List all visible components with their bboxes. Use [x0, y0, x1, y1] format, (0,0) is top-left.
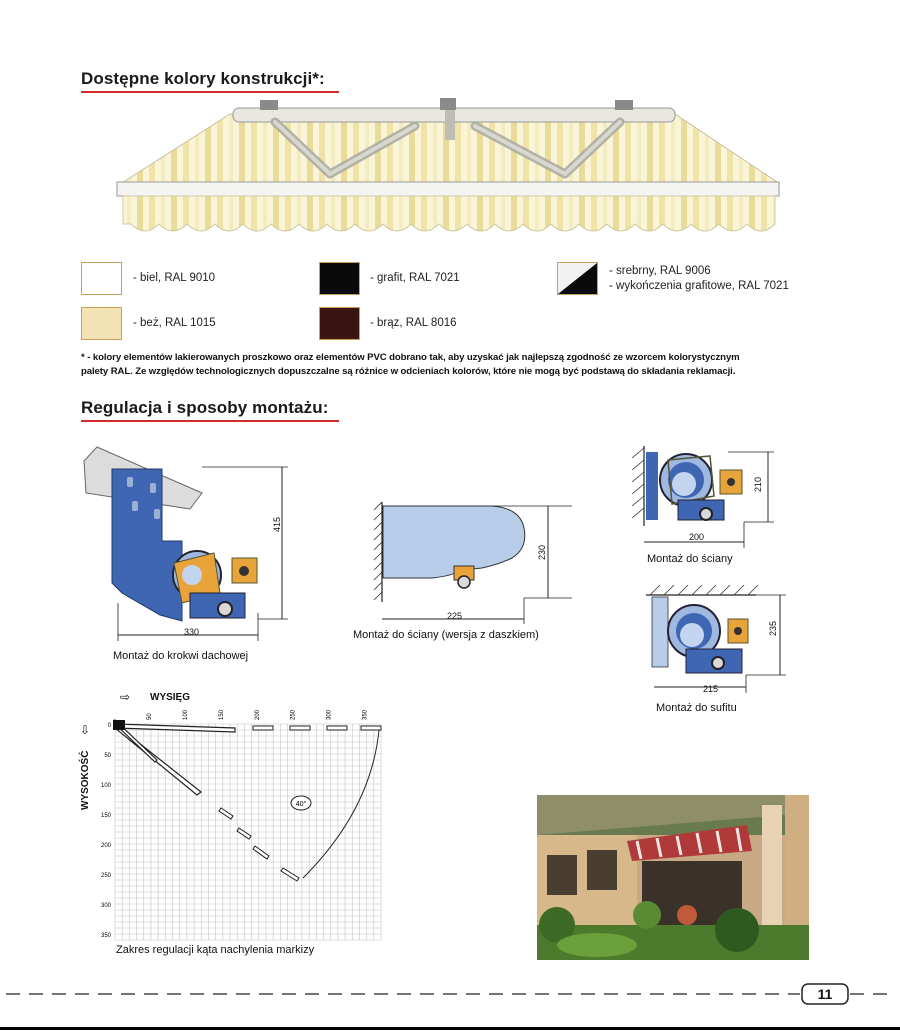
- swatch-graphite-label: - grafit, RAL 7021: [370, 272, 460, 284]
- y-tick-label: 50: [104, 753, 111, 759]
- y-tick-label: 250: [100, 873, 111, 879]
- angle-adjustment-chart: [85, 700, 385, 950]
- wall-height-dim: 210: [753, 476, 763, 492]
- x-tick-label: 350: [362, 709, 369, 720]
- rafter-mount-drawing: [82, 443, 304, 647]
- swatch-graphite: [319, 262, 360, 295]
- swatch-brown-label: - brąz, RAL 8016: [370, 317, 457, 329]
- wall-canopy-drawing: [372, 498, 572, 626]
- footer-dashed-line: [0, 980, 900, 1010]
- x-tick-label: 300: [326, 709, 333, 720]
- height-arrow-icon: ⇩: [80, 723, 91, 737]
- swatch-white: [81, 262, 122, 295]
- rafter-height-dim: 415: [272, 516, 282, 532]
- colors-heading: Dostępne kolory konstrukcji*:: [81, 69, 325, 88]
- swatch-silver-graphite: [557, 262, 598, 295]
- page-number: 11: [817, 986, 833, 1002]
- colors-note-line-1: * - kolory elementów lakierowanych proszkowo oraz elementów PVC dobrano tak, aby uzyskać jak najlepszą zgodność ze wzorcem kolorystycznym: [81, 352, 740, 363]
- extension-arrow-icon: ⇨: [120, 690, 131, 704]
- extension-axis-label: WYSIĘG: [150, 692, 191, 703]
- ceiling-mount-drawing: [642, 583, 788, 693]
- house-photo: [537, 795, 809, 960]
- rafter-caption: Montaż do krokwi dachowej: [113, 650, 249, 662]
- wall-caption: Montaż do ściany: [647, 553, 733, 565]
- colors-heading-underline: [81, 91, 339, 93]
- swatch-beige: [81, 307, 122, 340]
- y-tick-label: 200: [100, 843, 111, 849]
- wall-canopy-width-dim: 225: [447, 611, 463, 621]
- mounting-heading: Regulacja i sposoby montażu:: [81, 398, 329, 417]
- y-tick-label: 150: [100, 813, 111, 819]
- wall-canopy-height-dim: 230: [537, 544, 547, 560]
- swatch-beige-label: - beż, RAL 1015: [133, 317, 216, 329]
- y-tick-label: 300: [100, 903, 111, 909]
- colors-note-line-2: palety RAL. Ze względów technologicznych dopuszczalne są różnice w odcieniach kolorów, które nie mogą być podstawą do składania reklamacji.: [81, 366, 736, 377]
- ceiling-caption: Montaż do sufitu: [656, 702, 737, 714]
- x-tick-label: 200: [254, 709, 261, 720]
- ceiling-width-dim: 215: [703, 684, 719, 694]
- wall-width-dim: 200: [689, 532, 705, 542]
- swatch-silver-label: - srebrny, RAL 9006: [609, 265, 711, 277]
- x-tick-label: 50: [146, 713, 153, 720]
- swatch-white-label: - biel, RAL 9010: [133, 272, 216, 284]
- rafter-width-dim: 330: [184, 627, 200, 637]
- chart-caption: Zakres regulacji kąta nachylenia markizy: [116, 944, 315, 956]
- swatch-silver-label-2: - wykończenia grafitowe, RAL 7021: [609, 280, 789, 292]
- height-axis-label: WYSOKOŚĆ: [80, 750, 91, 810]
- ceiling-height-dim: 235: [768, 620, 778, 636]
- wall-canopy-caption: Montaż do ściany (wersja z daszkiem): [353, 629, 539, 641]
- angle-label: 40°: [295, 801, 307, 808]
- mounting-heading-underline: [81, 420, 339, 422]
- x-tick-label: 150: [218, 709, 225, 720]
- y-tick-label: 0: [107, 723, 111, 729]
- bottom-rule: [0, 1027, 900, 1030]
- x-tick-label: 100: [182, 709, 189, 720]
- awning-illustration: [115, 96, 780, 244]
- swatch-brown: [319, 307, 360, 340]
- x-tick-label: 250: [290, 709, 297, 720]
- y-tick-label: 100: [100, 783, 111, 789]
- y-tick-label: 350: [100, 933, 111, 939]
